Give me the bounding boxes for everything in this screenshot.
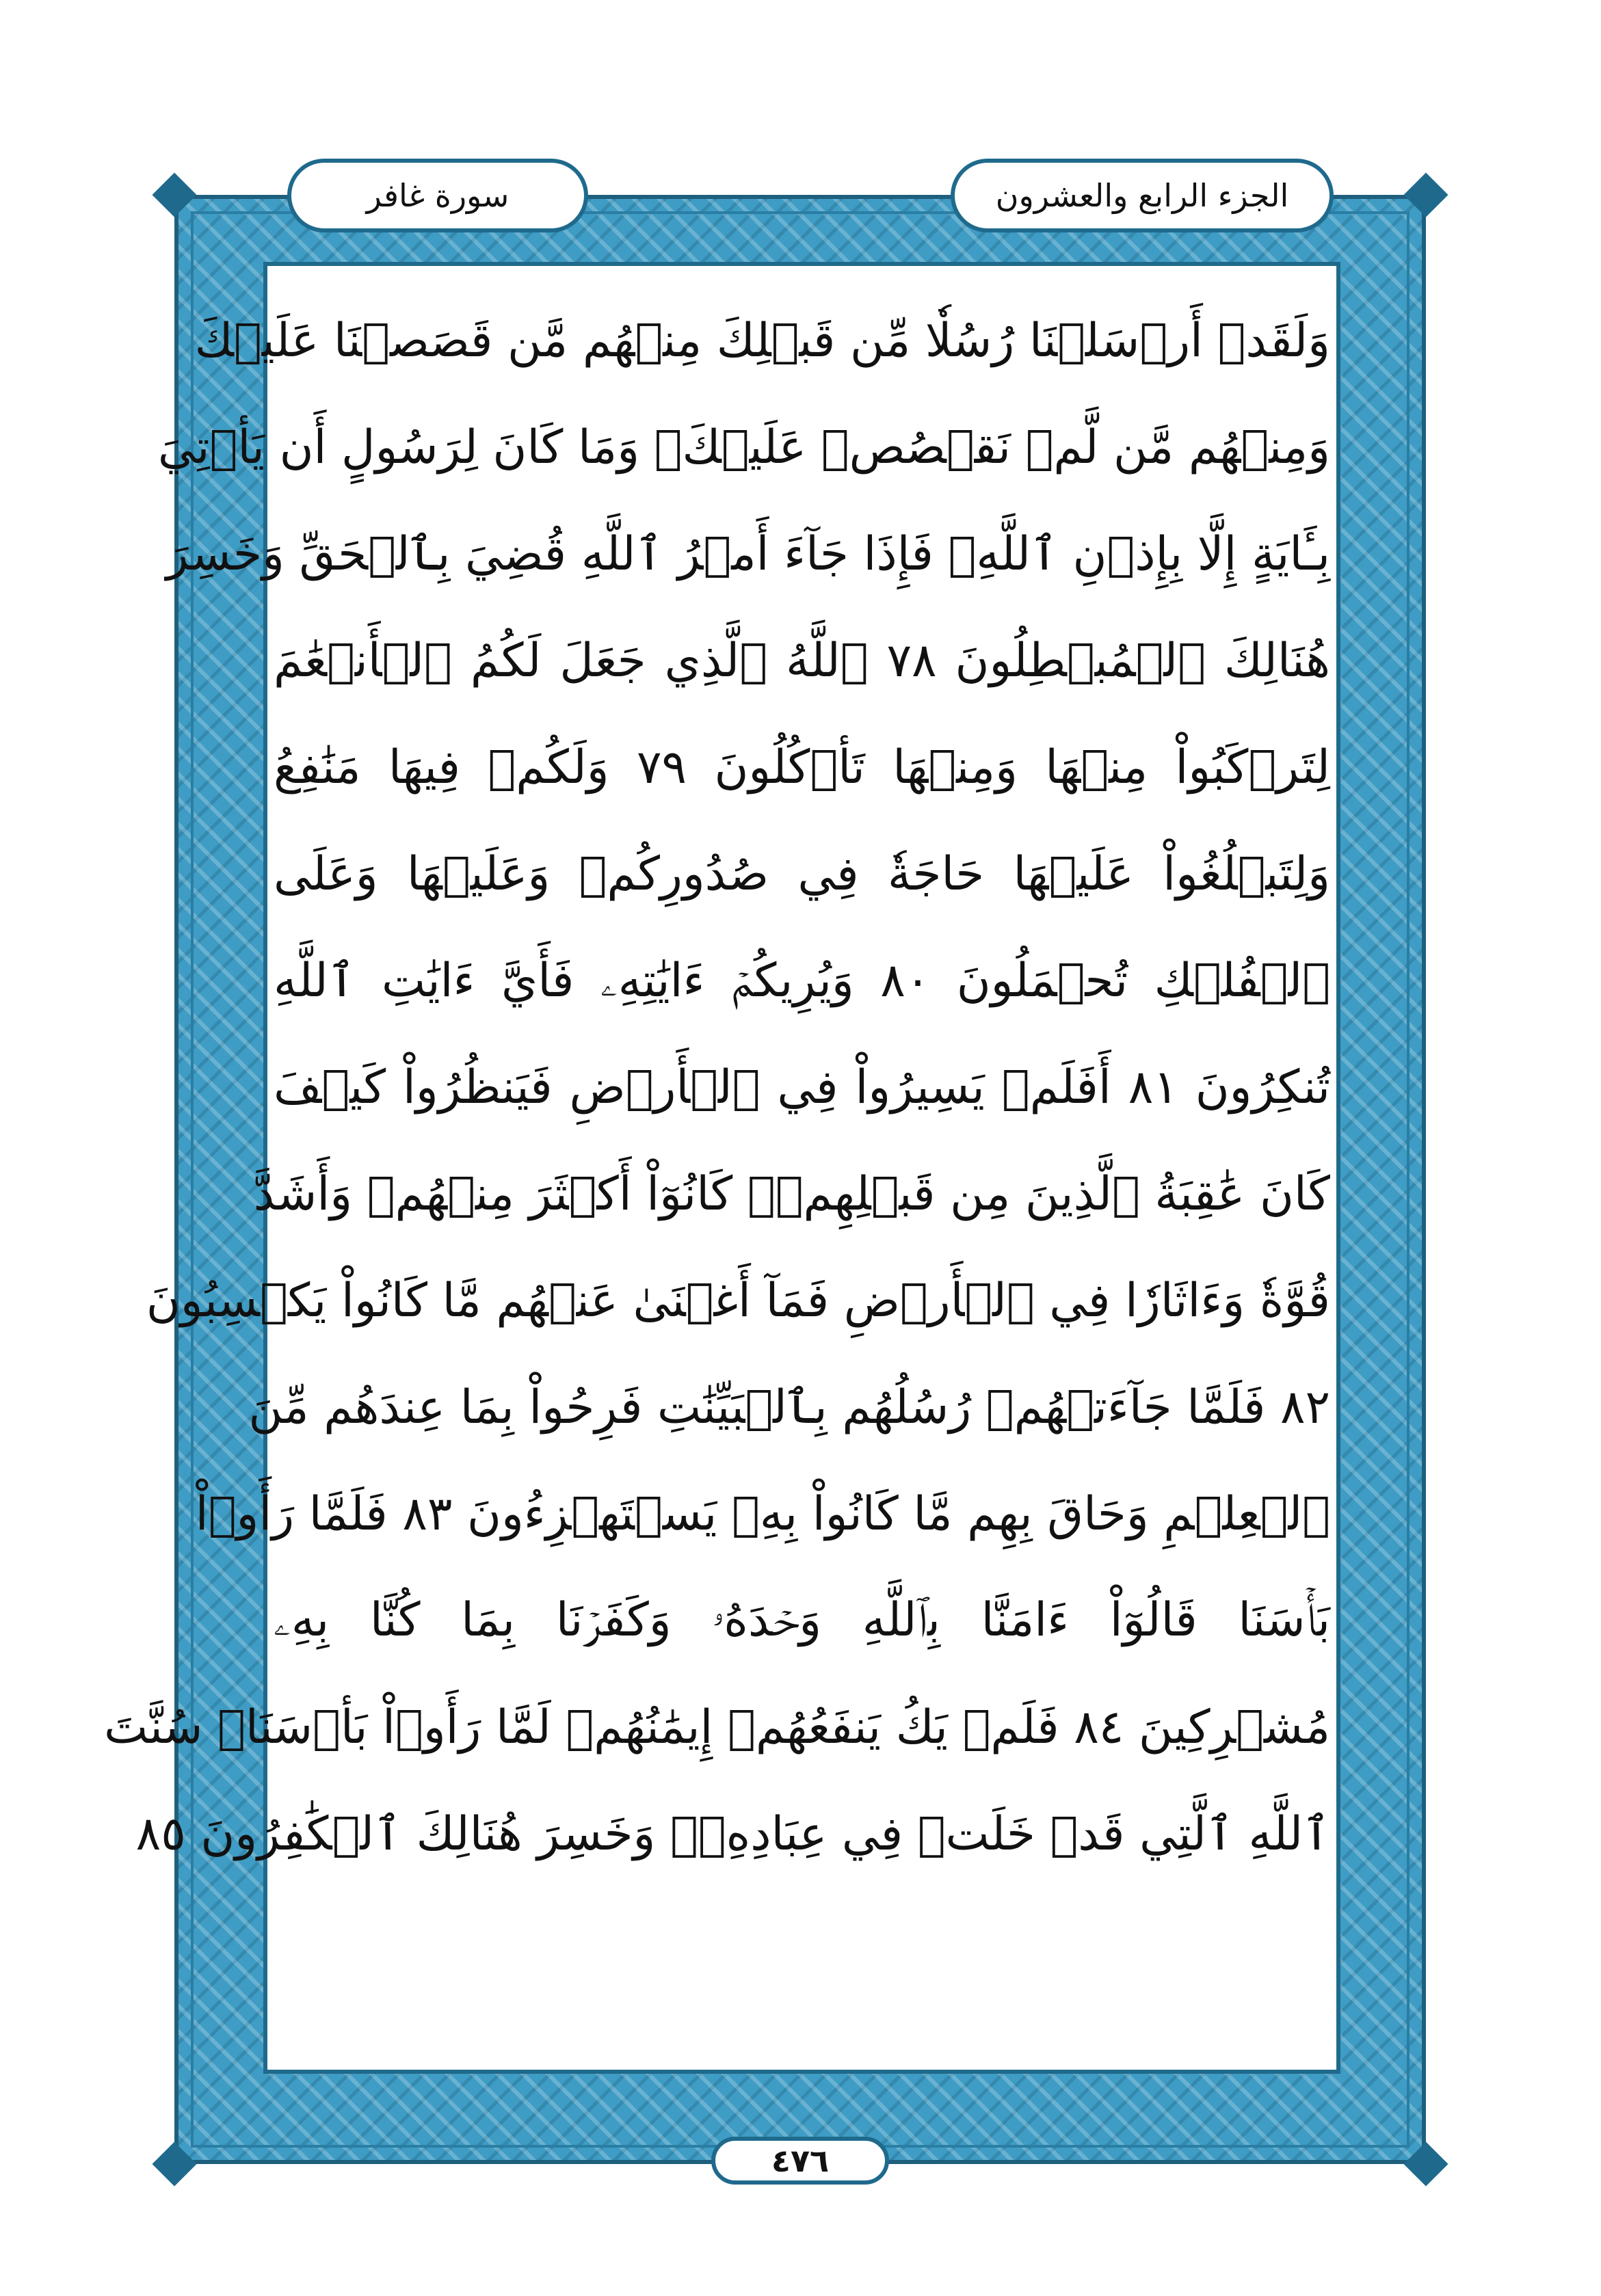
verse-line-text: لِتَرۡكَبُواْ مِنۡهَا وَمِنۡهَا تَأۡكُلُونَ ٧٩ وَلَكُمۡ فِيهَا مَنَٰفِعُ	[274, 740, 1330, 795]
verse-line-text: وَلِتَبۡلُغُواْ عَلَيۡهَا حَاجَةٗ فِي صُدُورِكُمۡ وَعَلَيۡهَا وَعَلَى	[274, 846, 1330, 901]
verse-line-text: وَمِنۡهُم مَّن لَّمۡ نَقۡصُصۡ عَلَيۡكَۗ وَمَا كَانَ لِرَسُولٍ أَن يَأۡتِيَ	[157, 420, 1330, 475]
verse-line	[135, 1780, 1330, 1887]
verse-line	[253, 1140, 1330, 1247]
verse-line	[104, 1674, 1330, 1780]
verse-line	[274, 1034, 1330, 1140]
verse-line-text: تُنكِرُونَ ٨١ أَفَلَمۡ يَسِيرُواْ فِي ٱلۡأَرۡضِ فَيَنظُرُواْ كَيۡفَ	[274, 1060, 1330, 1114]
verse-line	[274, 820, 1330, 927]
verse-line	[274, 927, 1330, 1034]
verse-line	[195, 1460, 1330, 1567]
verse-line-text: ٱلۡفُلۡكِ تُحۡمَلُونَ ٨٠ وَيُرِيكُمۡ ءَايَٰتِهِۦ فَأَيَّ ءَايَٰتِ ٱللَّهِ	[274, 953, 1331, 1008]
verse-line-text: ٨٢ فَلَمَّا جَآءَتۡهُمۡ رُسُلُهُم بِٱلۡبَيِّنَٰتِ فَرِحُواْ بِمَا عِندَهُم مِّنَ	[248, 1380, 1330, 1434]
verse-line	[274, 714, 1330, 820]
verse-line-text: قُوَّةٗ وَءَاثَارٗا فِي ٱلۡأَرۡضِ فَمَآ أَغۡنَىٰ عَنۡهُم مَّا كَانُواْ يَكۡسِبُونَ	[146, 1273, 1330, 1328]
verse-lines	[104, 287, 1331, 1887]
verse-line-text: بِـَٔايَةٍ إِلَّا بِإِذۡنِ ٱللَّهِۚ فَإِذَا جَآءَ أَمۡرُ ٱللَّهِ قُضِيَ بِٱلۡحَقِّ وَخَسِرَ	[166, 527, 1330, 581]
surah-title: سورة غافر	[287, 159, 588, 232]
verse-line	[157, 394, 1330, 500]
verse-line-text: ٱلۡعِلۡمِ وَحَاقَ بِهِم مَّا كَانُواْ بِهِۦ يَسۡتَهۡزِءُونَ ٨٣ فَلَمَّا رَأَوۡاْ	[195, 1486, 1330, 1541]
verse-line	[274, 1567, 1330, 1674]
verse-line	[194, 287, 1330, 394]
verse-line	[166, 500, 1330, 607]
verse-line	[146, 1247, 1330, 1354]
juz-title: الجزء الرابع والعشرون	[951, 159, 1334, 232]
verse-line	[248, 1354, 1330, 1460]
verse-line-text: بَأۡسَنَا قَالُوٓاْ ءَامَنَّا بِٱللَّهِ وَحۡدَهُۥ وَكَفَرۡنَا بِمَا كُنَّا بِهِۦ	[274, 1593, 1330, 1647]
verse-line-text: هُنَالِكَ ٱلۡمُبۡطِلُونَ ٧٨ ٱللَّهُ ٱلَّذِي جَعَلَ لَكُمُ ٱلۡأَنۡعَٰمَ	[274, 633, 1330, 688]
verse-line-text: كَانَ عَٰقِبَةُ ٱلَّذِينَ مِن قَبۡلِهِمۡۚ كَانُوٓاْ أَكۡثَرَ مِنۡهُمۡ وَأَشَدَّ	[253, 1166, 1330, 1221]
page-number: ٤٧٦	[711, 2137, 889, 2185]
verse-line-text: مُشۡرِكِينَ ٨٤ فَلَمۡ يَكُ يَنفَعُهُمۡ إِيمَٰنُهُمۡ لَمَّا رَأَوۡاْ بَأۡسَنَاۖ سُنَّتَ	[104, 1700, 1330, 1754]
verse-line	[274, 607, 1330, 714]
verse-line-text: وَلَقَدۡ أَرۡسَلۡنَا رُسُلٗا مِّن قَبۡلِكَ مِنۡهُم مَّن قَصَصۡنَا عَلَيۡكَ	[194, 313, 1330, 368]
verse-line-text: ٱللَّهِ ٱلَّتِي قَدۡ خَلَتۡ فِي عِبَادِهِۦۖ وَخَسِرَ هُنَالِكَ ٱلۡكَٰفِرُونَ ٨٥	[135, 1807, 1330, 1861]
